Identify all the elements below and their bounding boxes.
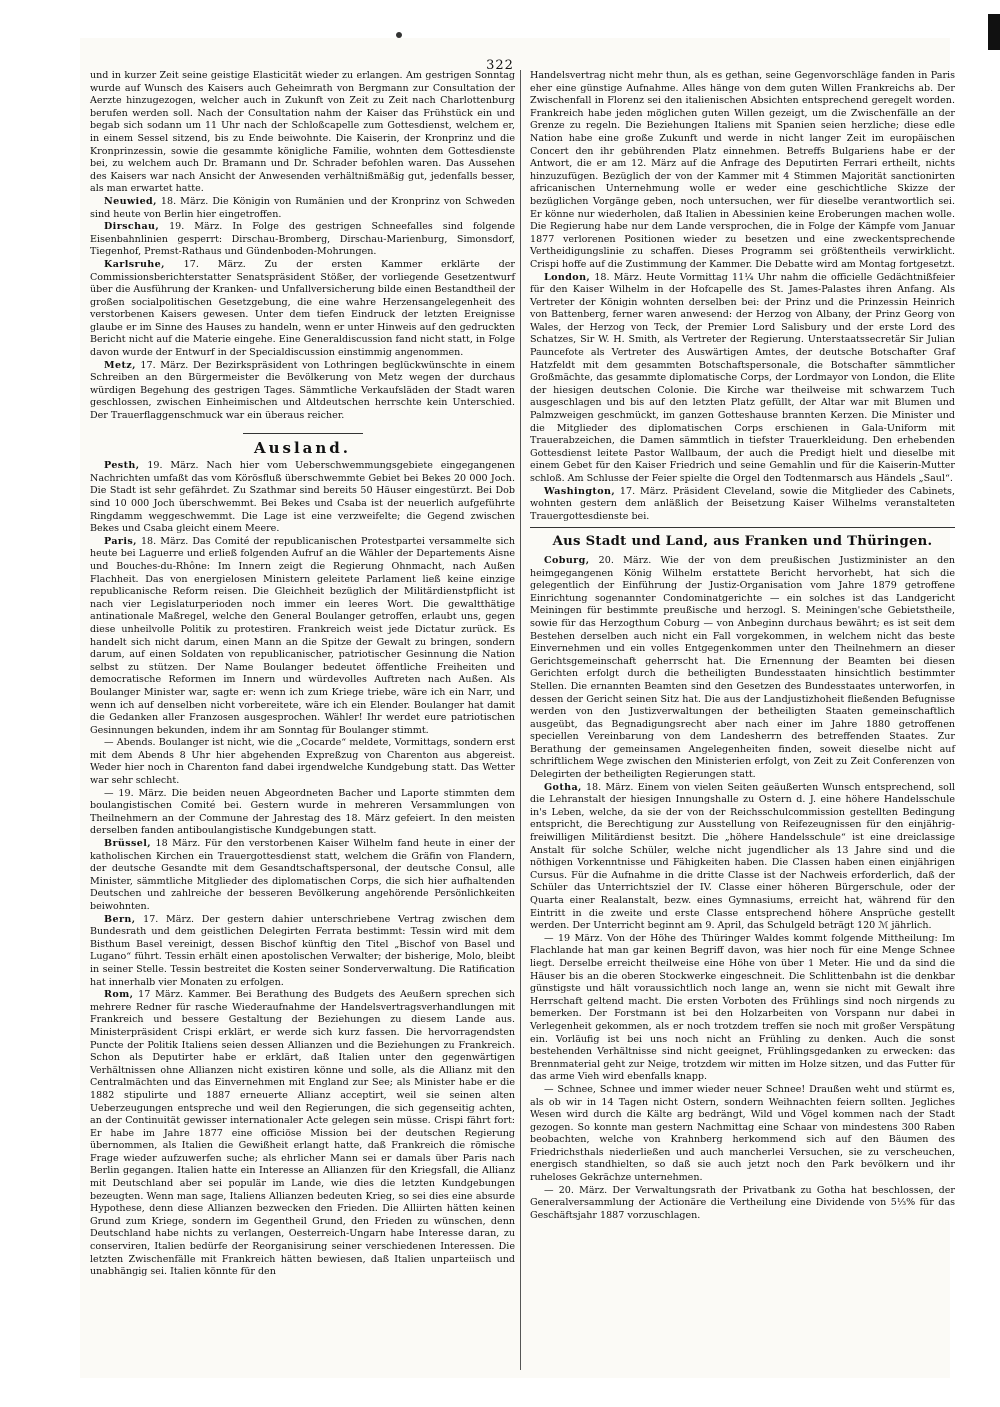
paragraph-text: 19. März. Nach hier vom Ueberschwemmungsgebiete eingegangenen Nachrichten umfaßt das vom Körösfluß überschwemmte Gebiet bei Bekes 20 000 Joch. Die Stadt ist sehr gefährdet. Zu Szathmar sind bereits 50 Häuser eingestürzt. Bei Dob sind 10 000 Joch überschwemmt. Bei Bekes und Csaba ist der neuerlich aufgeführte Ringdamm weggeschwemmt. Die Lage ist eine verzweifelte; die Gegend zwischen Bekes und Csaba gleicht einem Meere. (90, 460, 515, 535)
paragraph-text: 18. März. Einem von vielen Seiten geäußerten Wunsch entsprechend, soll die Lehranstalt der hiesigen Innungshalle zu Ostern d. J. eine höhere Handelsschule in's Leben, welche, da sie der von der Reichsschulcommission gestellten Bedingung entspricht, die Berechtigung zur Ausstellung von Reifezeugnissen für den einjährig-freiwilligen Militärdienst besitzt. Die „höhere Handelsschule“ ist eine dreiclassige Anstalt für solche Schüler, welche nicht jugendlicher als 13 Jahre sind und die nöthigen Vorkenntnisse und Fähigkeiten haben. Die Classen haben einen einjährigen Cursus. Für die Aufnahme in die dritte Classe ist der Nachweis erforderlich, daß der Schüler das Unterrichtsziel der IV. Classe einer höheren Bürgerschule, oder der Quarta einer Realanstalt, bezw. eines Gymnasiums, erreicht hat, während für den Eintritt in die zweite und erste Classe entsprechend höhere Ansprüche gestellt werden. Der Unterricht beginnt am 9. April, das Schulgeld beträgt 120 ℳ jährlich. (530, 781, 955, 932)
news-paragraph (530, 555, 955, 782)
paragraph-text: 19. März. In Folge des gestrigen Schneefalles sind folgende Eisenbahnlinien gesperrt: Dirschau-Bromberg, Dirschau-Marienburg, Simonsdorf, Tiegenhof, Premst-Rathaus und Gündenboden-Mohrungen. (90, 221, 515, 258)
news-paragraph (90, 221, 515, 259)
news-paragraph (90, 70, 515, 196)
paragraph-text: 17. März. Der gestern dahier unterschriebene Vertrag zwischen dem Bundesrath und dem geistlichen Delegirten Ferrata bestimmt: Tessin wird mit dem Bisthum Basel vereinigt, dessen Bischof künftig den Titel „Bischof von Basel und Lugano“ führt. Tessin erhält einen apostolischen Verwalter; der bisherige, Molo, bleibt in seiner Stelle. Tessin bestreitet die Kosten seiner Sonderverwaltung. Die Ratification hat innerhalb vier Monaten zu erfolgen. (90, 913, 515, 988)
left-column (90, 70, 515, 1279)
news-paragraph (530, 70, 955, 272)
dateline-place: Rom, (104, 989, 134, 1001)
dateline-place: Karlsruhe, (104, 258, 165, 270)
dateline-place: Coburg, (544, 554, 590, 566)
dateline-place: Brüssel, (104, 838, 152, 850)
news-paragraph (90, 259, 515, 360)
news-paragraph (90, 536, 515, 738)
dateline-place: London, (544, 271, 591, 283)
section-heading: Ausland. (253, 438, 352, 457)
news-paragraph (90, 460, 515, 536)
paragraph-text: 17. März. Präsident Cleveland, sowie die Mitglieder des Cabinets, wohnten gestern dem anläßlich der Beisetzung Kaiser Wilhelms veranstalteten Trauergottesdienste bei. (530, 485, 955, 522)
section-rule (243, 433, 363, 434)
dateline-place: Gotha, (544, 781, 582, 793)
page-number: 322 (486, 58, 514, 73)
news-paragraph (90, 989, 515, 1279)
news-paragraph (530, 272, 955, 486)
news-paragraph (90, 737, 515, 787)
paragraph-text: — 19. März. Die beiden neuen Abgeordneten Bacher und Laporte stimmten dem boulangistischen Comité bei. Gestern wurde in mehreren Versammlungen von Theilnehmern an der Commune der Jahrestag des 18. März gefeiert. In den meisten derselben fanden antiboulangistische Kundgebungen statt. (90, 787, 515, 837)
dateline-place: Neuwied, (104, 195, 157, 207)
dateline-place: Pesth, (104, 460, 140, 472)
news-paragraph (90, 914, 515, 990)
dateline-place: Bern, (104, 913, 136, 925)
paragraph-text: 18. März. Heute Vormittag 11¼ Uhr nahm die officielle Gedächtnißfeier für den Kaiser Wilhelm in der Hofcapelle des St. James-Palastes ihren Anfang. Als Vertreter der Königin wohnten derselben bei: der Prinz und die Prinzessin Heinrich von Battenberg, ferner waren anwesend: der Herzog von Albany, der Prinz Georg von Wales, der Herzog von Teck, der Premier Lord Salisbury und der erste Lord des Schatzes, Sir W. H. Smith, als Vertreter der Regierung. Unterstaatssecretär Sir Julian Pauncefote als Vertreter des Auswärtigen Amtes, der deutsche Botschafter Graf Hatzfeldt mit dem gesammten Botschaftspersonale, die Botschafter sämmtlicher Großmächte, das gesammte diplomatische Corps, der Lordmayor von London, die Elite der hiesigen deutschen Colonie. Die Kirche war theilweise mit schwarzem Tuch ausgeschlagen und bis auf den letzten Platz gefüllt, der Altar war mit Blumen und Palmzweigen geschmückt, im ganzen Gotteshause brannten Kerzen. Die Minister und die Mitglieder des diplomatischen Corps erschienen in Gala-Uniform mit Trauerabzeichen, die Damen sämmtlich in tiefster Trauerkleidung. Den erhebenden Gottesdienst leitete Pastor Wallbaum, der auch die Predigt hielt und dieselbe mit einem Gebet für den Kaiser Friedrich und seine Gemahlin und für die Kaiserin-Mutter schloß. Am Schlusse der Feier spielte die Orgel den Todtenmarsch aus Händels „Saul“. (530, 271, 955, 484)
paragraph-text: 20. März. Wie der von dem preußischen Justizminister an den heimgegangenen König Wilhelm erstattete Bericht hervorhebt, hat sich die gelegentlich der Einführung der Justiz-Organisation vom Jahre 1879 getroffene Einrichtung sogenannter Condominatgerichte — ein solches ist das Landgericht Meiningen für bestimmte preußische und herzogl. S. Meiningen'sche Gebietstheile, sowie für das Herzogthum Coburg — von Anbeginn durchaus bewährt; es ist seit dem Bestehen derselben auch nicht ein Fall vorgekommen, in welchem nicht das beste Einvernehmen und ein volles Entgegenkommen unter den Theilnehmern an dieser Gerichtsgemeinschaft geherrscht hat. Die Ernennung der Beamten bei diesen Gerichten erfolgt durch die betheiligten Bundesstaaten hinsichtlich bestimmter Stellen. Die ernannten Beamten sind den Gesetzen des Bundesstaates unterworfen, in dessen der Gericht seinen Sitz hat. Die aus der Landjustizhoheit fließenden Befugnisse werden von den Justizverwaltungen der betheiligten Staaten gemeinschaftlich ausgeübt, das Begnadigungsrecht aber nach einer im Jahre 1880 getroffenen speciellen Vereinbarung von dem Landesherrn des betreffenden Staates. Zur Berathung der gemeinsamen Angelegenheiten finden, soweit dieselbe nicht auf schriftlichem Wege zwischen den Ministerien erfolgt, von Zeit zu Zeit Conferenzen von Delegirten der betheiligten Regierungen statt. (530, 554, 955, 781)
paragraph-text: 17. März. Zu der ersten Kammer erklärte der Commissionsberichterstatter Senatspräsident Stößer, der vorliegende Gesetzentwurf über die Ausführung der Kranken- und Unfallversicherung bilde einen Bestandtheil der großen socialpolitischen Gesetzgebung, die eine wahre Herzensangelegenheit des verstorbenen Kaisers gewesen. Unter dem tiefen Eindruck der letzten Ereignisse glaube er im Sinne des Hauses zu handeln, wenn er unter Hinweis auf den gedruckten Bericht nicht auf die Materie eingehe. Eine Generaldiscussion fand nicht statt, in Folge davon wurde der Entwurf in der Specialdiscussion einstimmig angenommen. (90, 258, 515, 359)
section-rule (530, 527, 955, 528)
column-divider (520, 70, 521, 1370)
dateline-place: Washington, (544, 485, 616, 497)
paragraph-text: — Schnee, Schnee und immer wieder neuer Schnee! Draußen weht und stürmt es, als ob wir in 14 Tagen nicht Ostern, sondern Weihnachten feiern sollten. Jegliches Wesen wird durch die Kälte arg bedrängt, Wild und Vögel kommen nach der Stadt gezogen. So konnte man gestern Nachmittag eine Schaar von mindestens 300 Raben beobachten, welche von Krahnberg herkommend sich auf den Bäumen des Friedrichsthals niederließen und auch mancherlei Versuchen, sie zu verscheuchen, energisch standhielten, so daß sie auch jetzt noch den Park bevölkern und ihr ruheloses Gekrächze unternehmen. (530, 1083, 955, 1184)
news-paragraph (90, 838, 515, 914)
paragraph-text: 18. März. Die Königin von Rumänien und der Kronprinz von Schweden sind heute von Berlin hier eingetroffen. (90, 195, 515, 220)
news-paragraph (530, 486, 955, 524)
section-heading: Aus Stadt und Land, aus Franken und Thüringen. (552, 534, 933, 550)
dateline-place: Paris, (104, 535, 137, 547)
paragraph-text: — Abends. Boulanger ist nicht, wie die „Cocarde“ meldete, Vormittags, sondern erst mit dem Abends 8 Uhr hier abgehenden Expreßzug von Charenton aus abgereist. Weder hier noch in Charenton fand dabei irgendwelche Kundgebung statt. Das Wetter war sehr schlecht. (90, 737, 515, 787)
paragraph-text: 17. März. Der Bezirkspräsident von Lothringen beglückwünschte in einem Schreiben an den Bürgermeister die Bevölkerung von Metz wegen der durchaus würdigen Begehung des gestrigen Tages. Sämmtliche Verkaufsläden der Stadt waren geschlossen, zwischen Einheimischen und Altdeutschen herrschte kein Unterschied. Der Trauerflaggenschmuck war ein überaus reicher. (90, 359, 515, 422)
right-column (530, 70, 955, 1222)
news-paragraph (90, 360, 515, 423)
paragraph-text: — 20. März. Der Verwaltungsrath der Privatbank zu Gotha hat beschlossen, der Generalversammlung der Actionäre die Vertheilung eine Dividende von 5⅓% für das Geschäftsjahr 1887 vorzuschlagen. (530, 1184, 955, 1221)
paragraph-text: 18 März. Für den verstorbenen Kaiser Wilhelm fand heute in einer der katholischen Kirchen ein Trauergottesdienst statt, welchem die Gräfin von Flandern, der deutsche Gesandte mit dem Gesandtschaftspersonal, der deutsche Consul, alle Minister, sämmtliche Mitglieder des diplomatischen Corps, die sich hier aufhaltenden Deutschen und zahlreiche der besseren Bevölkerung angehörende Persönlichkeiten beiwohnten. (90, 838, 515, 912)
paragraph-text: — 19 März. Von der Höhe des Thüringer Waldes kommt folgende Mittheilung: Im Flachlande hat man gar keinen Begriff davon, was hier noch für eine Menge Schnee liegt. Derselbe erreicht theilweise eine Höhe von über 1 Meter. Hie und da sind die Häuser bis an die oberen Stockwerke eingeschneit. Die Schlittenbahn ist die denkbar günstigste und hält voraussichtlich noch lange an, wenn sie nicht mit Gewalt ihre Herrschaft geltend macht. Die ersten Vorboten des Frühlings sind noch nirgends zu bemerken. Der Forstmann ist bei den Holzarbeiten von Vorspann nur dabei in Verlegenheit gekommen, als er noch trotzdem treffen sie noch mit großer Verspätung ein. Vorläufig ist bei uns noch nicht an Frühling zu denken. Auch die sonst bestehenden Verhältnisse sind nicht geeignet, Frühlingsgedanken zu erwecken: das Brennmaterial geht zur Neige, trotzdem wir mitten im Holze sitzen, und das Futter für das arme Vieh wird ebenfalls knapp. (530, 932, 955, 1083)
scan-speck (396, 32, 402, 38)
paragraph-text: 18. März. Das Comité der republicanischen Protestpartei versammelte sich heute bei Laguerre und erließ folgenden Aufruf an die Wähler der Departements Aisne und Bouches-du-Rhône: Im Innern zeigt die Regierung Ohnmacht, nach Außen Flachheit. Das von energielosen Ministern geleitete Parlament ließ keine einzige republicanische Reform reisen. Die Gleichheit bezüglich der Militärdienstpflicht ist nach vier Legislaturperioden noch immer ein leeres Wort. Die gewaltthätige antinationale Maßregel, welche den General Boulanger getroffen, erlaubt uns, gegen diese unheilvolle Politik zu protestiren. Frankreich weist jede Dictatur zurück. Es handelt sich nicht darum, einen Mann an die Spitze der Gewalt zu bringen, sondern darum, auf einen Soldaten von republicanischer, patriotischer Gesinnung die Nation selbst zu stützen. Der Name Boulanger bedeutet öffentliche Freiheiten und democratische Reformen im Innern und würdevolles Auftreten nach Außen. Als Boulanger Minister war, sagte er: wenn ich zum Kriege triebe, wäre ich ein Narr, und wenn ich auf denselben nicht vorbereitete, wäre ich ein Elender. Boulanger hat damit die Gedanken aller Franzosen ausgesprochen. Wähler! Ihr werdet eure patriotischen Gesinnungen bekunden, indem ihr am Sonntag für Boulanger stimmt. (90, 535, 515, 736)
news-paragraph (530, 1185, 955, 1223)
news-paragraph (90, 196, 515, 221)
news-paragraph (90, 788, 515, 838)
dateline-place: Metz, (104, 359, 136, 371)
news-paragraph (530, 1084, 955, 1185)
paragraph-text: Handelsvertrag nicht mehr thun, als es gethan, seine Gegenvorschläge fanden in Paris eher eine günstige Aufnahme. Alles hänge von dem guten Willen Frankreichs ab. Der Zwischenfall in Florenz sei den italienischen Absichten entsprechend geregelt worden. Frankreich habe jeden möglichen guten Willen gezeigt, um die Zwischenfälle an der Grenze zu regeln. Die Beziehungen Italiens mit Spanien seien herzliche; diese edle Nation habe eine große Zukunft und werde in nicht langer Zeit im europäischen Concert den ihr gebührenden Platz einnehmen. Betreffs Bulgariens habe er der Antwort, die er am 12. März auf die Anfrage des Deputirten Ferrari ertheilt, nichts hinzuzufügen. Bezüglich der von der Kammer mit 4 Stimmen Majorität sanctionirten africanischen Unternehmung wolle er weder eine geschichtliche Skizze der bezüglichen Vorgänge geben, noch untersuchen, wer für dieselbe verantwortlich sei. Er könne nur wiederholen, daß Italien in Abessinien keine Eroberungen machen wolle. Die Regierung habe nur dem Lande versprochen, die in Folge der Kämpfe vom Januar 1877 verlorenen Positionen wieder zu besetzen und eine zweckentsprechende Vertheidigungslinie zu schaffen. Dieses Programm sei größtentheils verwirklicht. Crispi hoffe auf die Zustimmung der Kammer. Die Debatte wird am Montag fortgesetzt. (530, 70, 955, 270)
scan-edge-mark (988, 14, 1000, 50)
news-paragraph (530, 933, 955, 1084)
news-paragraph (530, 782, 955, 933)
paragraph-text: 17 März. Kammer. Bei Berathung des Budgets des Aeußern sprechen sich mehrere Redner für rasche Wiederaufnahme der Handelsvertragsverhandlungen mit Frankreich und bessere Gestaltung der Beziehungen zu diesem Lande aus. Ministerpräsident Crispi erklärt, er werde sich kurz fassen. Die hervorragendsten Puncte der Politik Italiens seien dessen Allianzen und die Beziehungen zu Frankreich. Schon als Deputirter habe er erklärt, daß Italien unter den gegenwärtigen Verhältnissen ohne Allianzen nicht existiren könne und solle, als die Allianz mit den Centralmächten und das Einvernehmen mit England zur See; als Minister habe er die 1882 stipulirte und 1887 erneuerte Allianz acceptirt, weil sie seinen alten Ueberzeugungen entspreche und weil den Regierungen, die sich gegenseitig achten, an der Continuität gewisser internationaler Acte gelegen sein müsse. Crispi fährt fort: Er habe im Jahre 1877 eine officiöse Mission bei der deutschen Regierung übernommen, als Italien die Gewißheit erlangt hatte, daß Frankreich die römische Frage wieder aufzuwerfen suche; als ehrlicher Mann sei er damals über Paris nach Berlin gegangen. Italien hatte ein Interesse an Allianzen für den Kriegsfall, die Allianz mit Deutschland aber sei populär im Lande, wie dies die letzten Kundgebungen bezeugten. Wenn man sage, Italiens Allianzen bedeuten Krieg, so sei dies eine absurde Hypothese, denn diese Allianzen bezwecken den Frieden. Die Alliirten hätten keinen Grund zum Kriege, sondern im Gegentheil Grund, den Frieden zu wünschen, denn Deutschland habe nichts zu verlangen, Oesterreich-Ungarn habe Interesse daran, zu conserviren, Italien bedürfe der Reorganisirung seiner verschiedenen Interessen. Die letzten Zwischenfälle mit Frankreich hätten bewiesen, daß Italien unparteiisch und unabhängig sei. Italien könnte für den (90, 989, 515, 1278)
paragraph-text: und in kurzer Zeit seine geistige Elasticität wieder zu erlangen. Am gestrigen Sonntag wurde auf Wunsch des Kaisers auch Geheimrath von Bergmann zur Consultation der Aerzte hinzugezogen, welcher auch in Zukunft von Zeit zu Zeit nach Charlottenburg berufen werden soll. Nach der Consultation nahm der Kaiser das Frühstück ein und begab sich sodann um 11 Uhr nach der Schloßcapelle zum Gottesdienst, welchem er, in einem Sessel sitzend, bis zu Ende beiwohnte. Die Kaiserin, der Kronprinz und die Kronprinzessin, sowie die gesammte königliche Familie, wohnten dem Gottesdienste bei, zu welchem auch Dr. Bramann und Dr. Schrader befohlen waren. Das Aussehen des Kaisers war nach Ansicht der Anwesenden verhältnißmäßig gut, jedenfalls besser, als man erwartet hatte. (90, 70, 515, 195)
dateline-place: Dirschau, (104, 221, 160, 233)
